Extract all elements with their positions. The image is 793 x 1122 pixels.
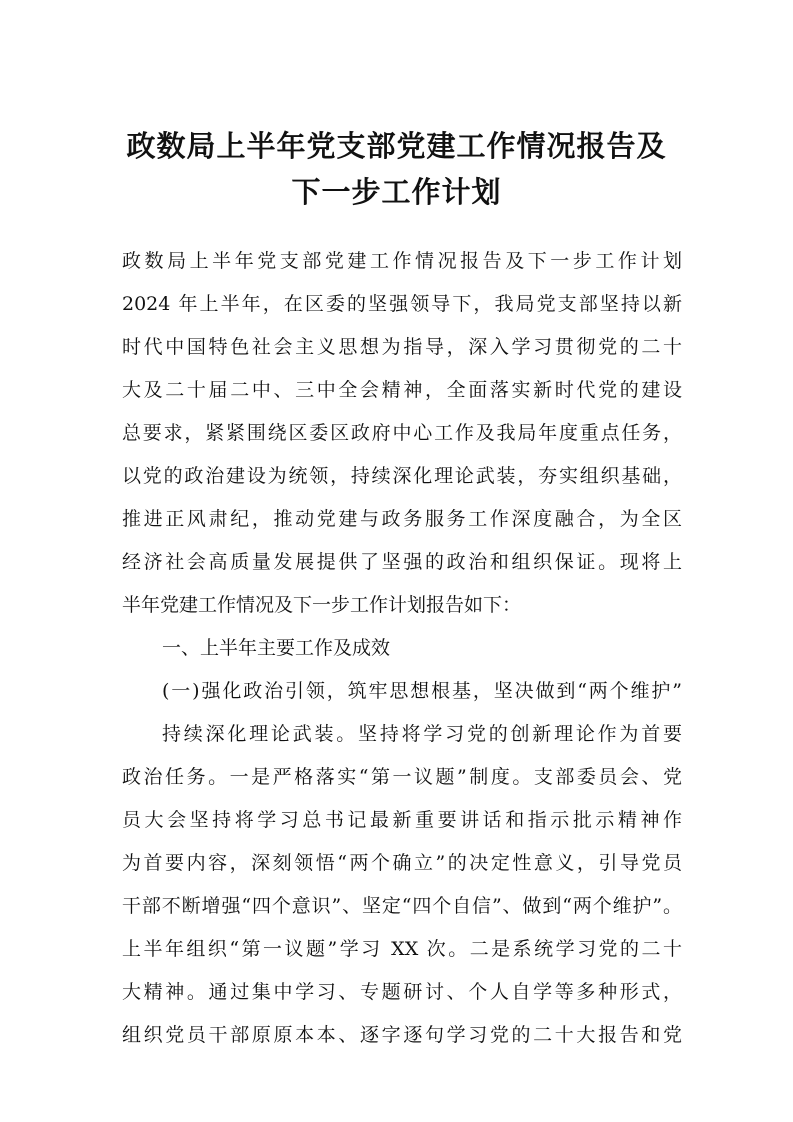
- body-line: 组织党员干部原原本本、逐字逐句学习党的二十大报告和党: [122, 1024, 682, 1046]
- document-title-line-2: 下一步工作计划: [291, 175, 502, 209]
- body-line: 时代中国特色社会主义思想为指导，深入学习贯彻党的二十: [122, 336, 682, 358]
- body-line: 为首要内容，深刻领悟“两个确立”的决定性意义，引导党员: [122, 852, 682, 874]
- body-line: 以党的政治建设为统领，持续深化理论武装，夯实组织基础，: [122, 465, 682, 487]
- body-line: 2024 年上半年，在区委的坚强领导下，我局党支部坚持以新: [122, 293, 682, 315]
- body-line: 大精神。通过集中学习、专题研讨、个人自学等多种形式，: [122, 981, 682, 1003]
- body-line: 员大会坚持将学习总书记最新重要讲话和指示批示精神作: [122, 809, 682, 831]
- body-line: 推进正风肃纪，推动党建与政务服务工作深度融合，为全区: [122, 508, 682, 530]
- document-title-line-1: 政数局上半年党支部党建工作情况报告及: [126, 129, 667, 163]
- body-line: 持续深化理论武装。坚持将学习党的创新理论作为首要: [162, 723, 682, 745]
- body-line: 政数局上半年党支部党建工作情况报告及下一步工作计划: [122, 250, 682, 272]
- body-line: 半年党建工作情况及下一步工作计划报告如下：: [122, 594, 522, 616]
- subsection-heading: (一)强化政治引领，筑牢思想根基，坚决做到“两个维护”: [162, 680, 682, 702]
- body-line: 政治任务。一是严格落实“第一议题”制度。支部委员会、党: [122, 766, 682, 788]
- body-line: 经济社会高质量发展提供了坚强的政治和组织保证。现将上: [122, 551, 682, 573]
- body-line: 大及二十届二中、三中全会精神，全面落实新时代党的建设: [122, 379, 682, 401]
- section-heading: 一、上半年主要工作及成效: [162, 637, 391, 659]
- body-line: 上半年组织“第一议题”学习 XX 次。二是系统学习党的二十: [122, 938, 682, 960]
- body-line: 总要求，紧紧围绕区委区政府中心工作及我局年度重点任务，: [122, 422, 682, 444]
- body-line: 干部不断增强“四个意识”、坚定“四个自信”、做到“两个维护”。: [122, 895, 682, 917]
